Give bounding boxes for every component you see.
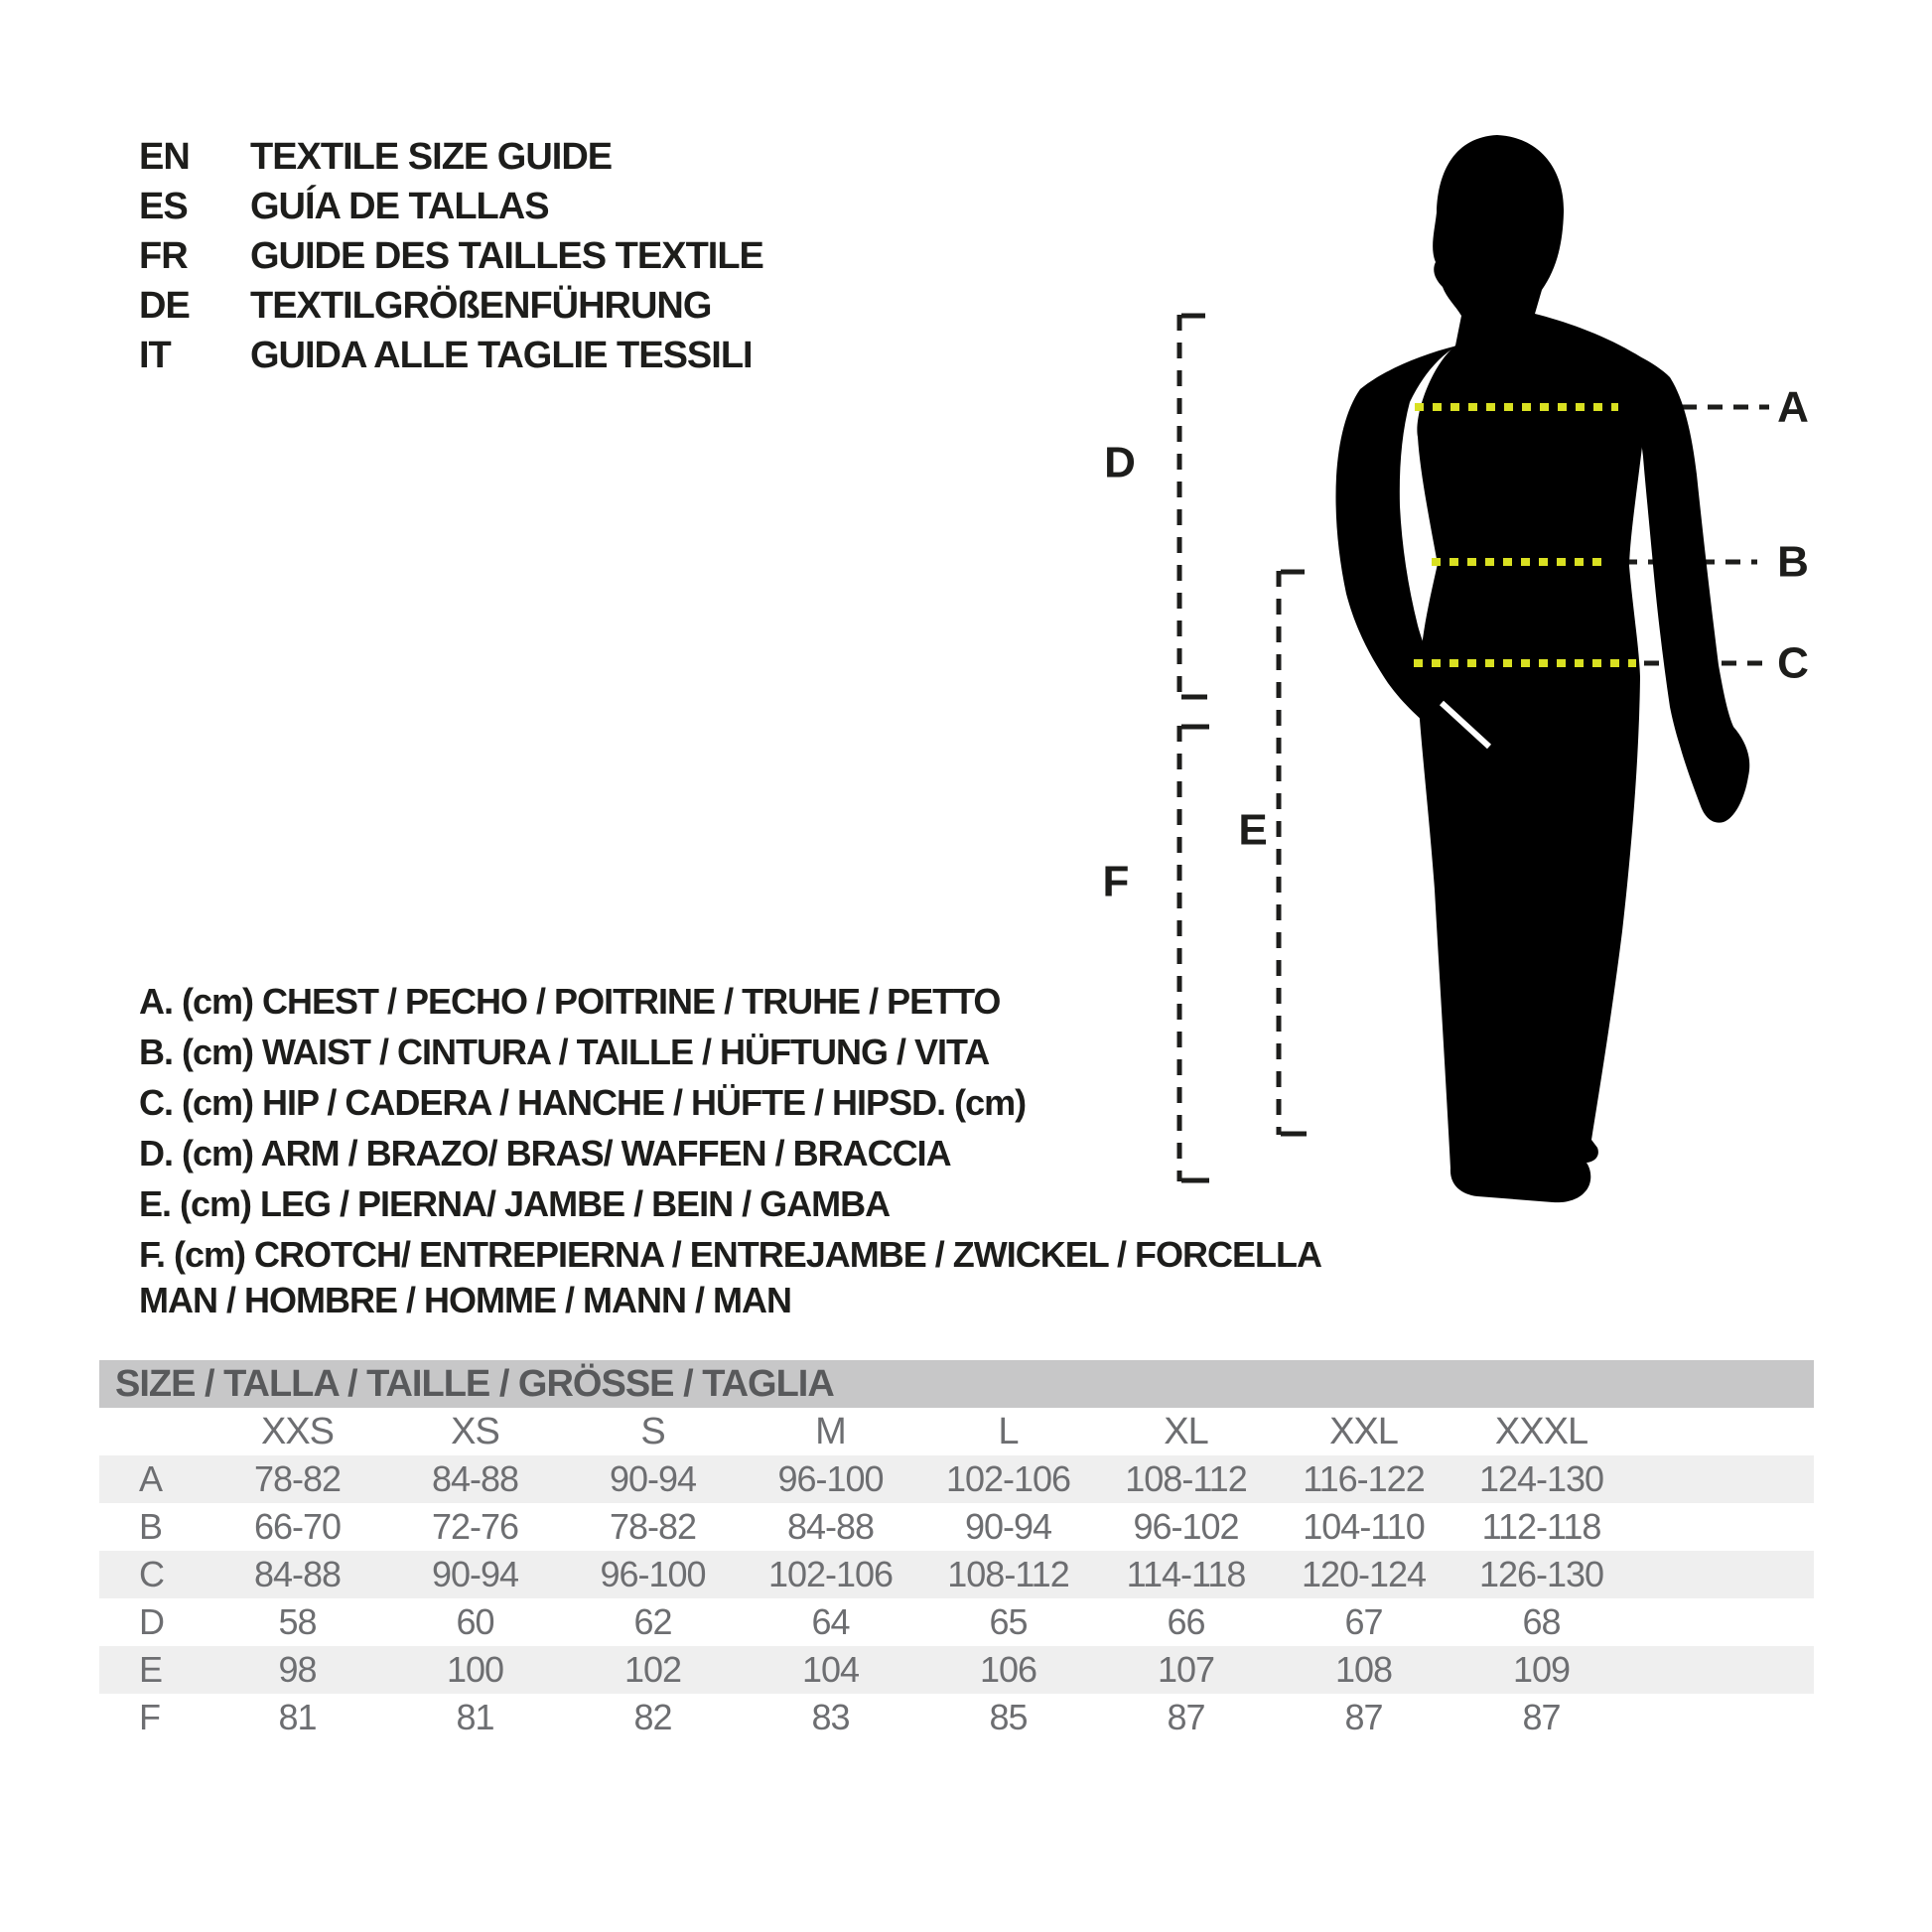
table-cell: 102-106 [945, 1458, 1071, 1499]
table-row [99, 1598, 1814, 1646]
table-cell: 85 [989, 1697, 1028, 1737]
table-row [99, 1646, 1814, 1694]
table-cell: 100 [446, 1649, 504, 1690]
table-row [99, 1551, 1814, 1598]
corner-cell [99, 1408, 208, 1455]
legend-item-hip: C. (cm) HIP / CADERA / HANCHE / HÜFTE / HIPSD. (cm) [139, 1081, 1027, 1123]
row-label: A [139, 1458, 163, 1499]
table-cell: 78-82 [609, 1506, 697, 1547]
table-cell: 62 [633, 1601, 672, 1642]
table-cell: 124-130 [1478, 1458, 1604, 1499]
table-cell: 66-70 [253, 1506, 342, 1547]
table-cell: 126-130 [1478, 1554, 1604, 1594]
arm-label: D [1104, 438, 1136, 487]
size-column-header: M [815, 1410, 846, 1452]
table-cell: 68 [1522, 1601, 1561, 1642]
table-cell: 108 [1334, 1649, 1393, 1690]
table-cell: 82 [633, 1697, 672, 1737]
table-cell: 107 [1157, 1649, 1215, 1690]
table-row [99, 1455, 1814, 1503]
table-cell: 102-106 [767, 1554, 894, 1594]
table-cell: 96-102 [1133, 1506, 1239, 1547]
size-column-header: XXXL [1494, 1410, 1588, 1452]
language-code: DE [139, 284, 190, 327]
size-table-header-band: SIZE / TALLA / TAILLE / GRÖSSE / TAGLIA [99, 1360, 1814, 1408]
measurement-legend [139, 976, 1321, 1280]
table-cell: 58 [278, 1601, 317, 1642]
size-header-row [99, 1408, 1814, 1455]
table-cell: 104 [801, 1649, 860, 1690]
size-column-header: XL [1164, 1410, 1208, 1452]
table-cell: 109 [1512, 1649, 1571, 1690]
table-cell: 87 [1167, 1697, 1205, 1737]
size-table [99, 1360, 1814, 1741]
leg-label: E [1238, 805, 1268, 855]
table-cell: 60 [456, 1601, 494, 1642]
table-cell: 108-112 [1125, 1458, 1247, 1499]
chest-label: A [1777, 382, 1809, 432]
legend-item-arm: D. (cm) ARM / BRAZO/ BRAS/ WAFFEN / BRACCIA [139, 1132, 951, 1173]
page-title: GUIDE DES TAILLES TEXTILE [250, 234, 763, 277]
table-cell: 112-118 [1481, 1506, 1601, 1547]
table-cell: 87 [1522, 1697, 1561, 1737]
table-cell: 98 [278, 1649, 317, 1690]
hip-label: C [1777, 638, 1809, 688]
size-column-header: XXS [260, 1410, 335, 1452]
waist-label: B [1777, 537, 1809, 587]
table-cell: 78-82 [253, 1458, 342, 1499]
table-cell: 84-88 [431, 1458, 519, 1499]
table-cell: 81 [456, 1697, 494, 1737]
language-code: EN [139, 135, 190, 178]
table-cell: 81 [278, 1697, 317, 1737]
man-silhouette-body [1417, 135, 1669, 1202]
table-cell: 66 [1167, 1601, 1205, 1642]
table-cell: 96-100 [600, 1554, 706, 1594]
table-cell: 87 [1344, 1697, 1383, 1737]
crotch-label: F [1102, 857, 1130, 906]
size-column-header: S [640, 1410, 665, 1452]
legend-item-crotch: F. (cm) CROTCH/ ENTREPIERNA / ENTREJAMBE / ZWICKEL / FORCELLA [139, 1233, 1322, 1275]
page-title: GUÍA DE TALLAS [250, 185, 549, 227]
table-cell: 83 [811, 1697, 850, 1737]
page-title: TEXTILGRÖßENFÜHRUNG [250, 284, 712, 327]
table-cell: 102 [623, 1649, 682, 1690]
table-cell: 120-124 [1301, 1554, 1427, 1594]
row-label: E [139, 1649, 163, 1690]
table-cell: 84-88 [786, 1506, 875, 1547]
legend-item-waist: B. (cm) WAIST / CINTURA / TAILLE / HÜFTUNG / VITA [139, 1031, 990, 1072]
table-cell: 114-118 [1126, 1554, 1246, 1594]
row-label: C [139, 1554, 164, 1594]
table-cell: 90-94 [964, 1506, 1052, 1547]
table-cell: 90-94 [431, 1554, 519, 1594]
table-cell: 108-112 [947, 1554, 1069, 1594]
table-cell: 104-110 [1303, 1506, 1425, 1547]
table-cell: 90-94 [609, 1458, 697, 1499]
row-label: B [139, 1506, 163, 1547]
table-cell: 96-100 [777, 1458, 884, 1499]
table-cell: 106 [979, 1649, 1037, 1690]
language-code: FR [139, 234, 188, 277]
table-cell: 65 [989, 1601, 1028, 1642]
table-cell: 72-76 [431, 1506, 519, 1547]
table-cell: 67 [1344, 1601, 1383, 1642]
table-cell: 116-122 [1303, 1458, 1425, 1499]
table-cell: 84-88 [253, 1554, 342, 1594]
size-column-header: L [998, 1410, 1019, 1452]
size-column-header: XS [451, 1410, 499, 1452]
language-code: ES [139, 185, 188, 227]
legend-item-leg: E. (cm) LEG / PIERNA/ JAMBE / BEIN / GAMBA [139, 1182, 891, 1224]
table-row [99, 1694, 1814, 1741]
row-label: D [139, 1601, 164, 1642]
size-column-header: XXL [1329, 1410, 1398, 1452]
page-title: GUIDA ALLE TAGLIE TESSILI [250, 334, 753, 376]
language-code: IT [139, 334, 171, 376]
legend-item-chest: A. (cm) CHEST / PECHO / POITRINE / TRUHE / PETTO [139, 980, 1001, 1022]
page-title: TEXTILE SIZE GUIDE [250, 135, 613, 178]
table-row [99, 1503, 1814, 1551]
category-line: MAN / HOMBRE / HOMME / MANN / MAN [139, 1280, 791, 1320]
table-cell: 64 [811, 1601, 850, 1642]
row-label: F [139, 1697, 160, 1737]
